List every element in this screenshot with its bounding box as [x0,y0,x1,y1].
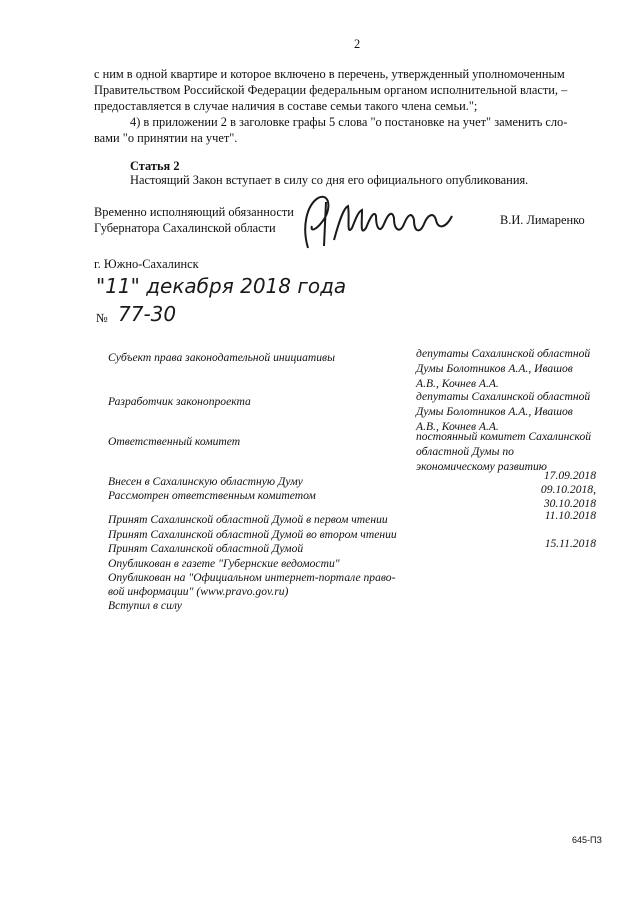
signatory-position: Губернатора Сахалинской области [94,221,276,235]
signatory-name: В.И. Лимаренко [500,213,585,227]
article-heading: Статья 2 [130,159,180,173]
history-label: Принят Сахалинской областной Думой [108,542,304,555]
info-value: А.В., Кочнев А.А. [416,377,499,390]
body-line: вами "о принятии на учет". [94,131,238,145]
history-label: Вступил в силу [108,599,182,612]
page-number: 2 [354,37,361,51]
info-label: Ответственный комитет [108,435,241,448]
signatory-position: Временно исполняющий обязанности [94,205,294,219]
info-value: Думы Болотников А.А., Ивашов [416,405,573,418]
info-value: экономическому развитию [416,460,547,473]
body-line: с ним в одной квартире и которое включено в перечень, утвержденный уполномоченным [94,67,565,81]
history-date: 30.10.2018 [543,497,596,510]
footer-code: 645-ПЗ [572,835,602,845]
history-date: 11.10.2018 [544,509,596,522]
info-value: постоянный комитет Сахалинской [416,430,592,443]
history-label: Внесен в Сахалинскую областную Думу [108,475,303,488]
body-line: 4) в приложении 2 в заголовке графы 5 слова "о постановке на учет" заменить сло- [130,115,568,129]
history-label: Опубликован в газете "Губернские ведомости" [108,557,340,570]
city: г. Южно-Сахалинск [94,257,199,271]
info-value: областной Думы по [416,445,514,458]
history-date: 15.11.2018 [544,537,596,550]
history-date: 17.09.2018 [543,469,596,482]
article-text: Настоящий Закон вступает в силу со дня его официального опубликования. [130,173,529,187]
info-value: депутаты Сахалинской областной [416,347,591,360]
signature-image [296,188,466,258]
date-handwritten: "11" декабря 2018 года [96,274,347,298]
history-label: Принят Сахалинской областной Думой в первом чтении [108,513,388,526]
history-date: 09.10.2018, [540,483,596,496]
body-line: предоставляется в случае наличия в составе семьи такого члена семьи."; [94,99,478,113]
info-label: Субъект права законодательной инициативы [108,351,335,364]
history-label: Принят Сахалинской областной Думой во втором чтении [108,528,397,541]
info-value: Думы Болотников А.А., Ивашов [416,362,573,375]
number-label: № [96,311,108,325]
history-label: вой информации" (www.pravo.gov.ru) [108,585,289,598]
number-handwritten: 77-30 [118,302,177,326]
info-value: А.В., Кочнев А.А. [416,420,499,433]
info-label: Разработчик законопроекта [108,395,251,408]
history-label: Опубликован на "Официальном интернет-портале право- [108,571,396,584]
info-value: депутаты Сахалинской областной [416,390,591,403]
history-label: Рассмотрен ответственным комитетом [108,489,316,502]
body-line: Правительством Российской Федерации федеральным органом исполнительной власти, – [94,83,568,97]
